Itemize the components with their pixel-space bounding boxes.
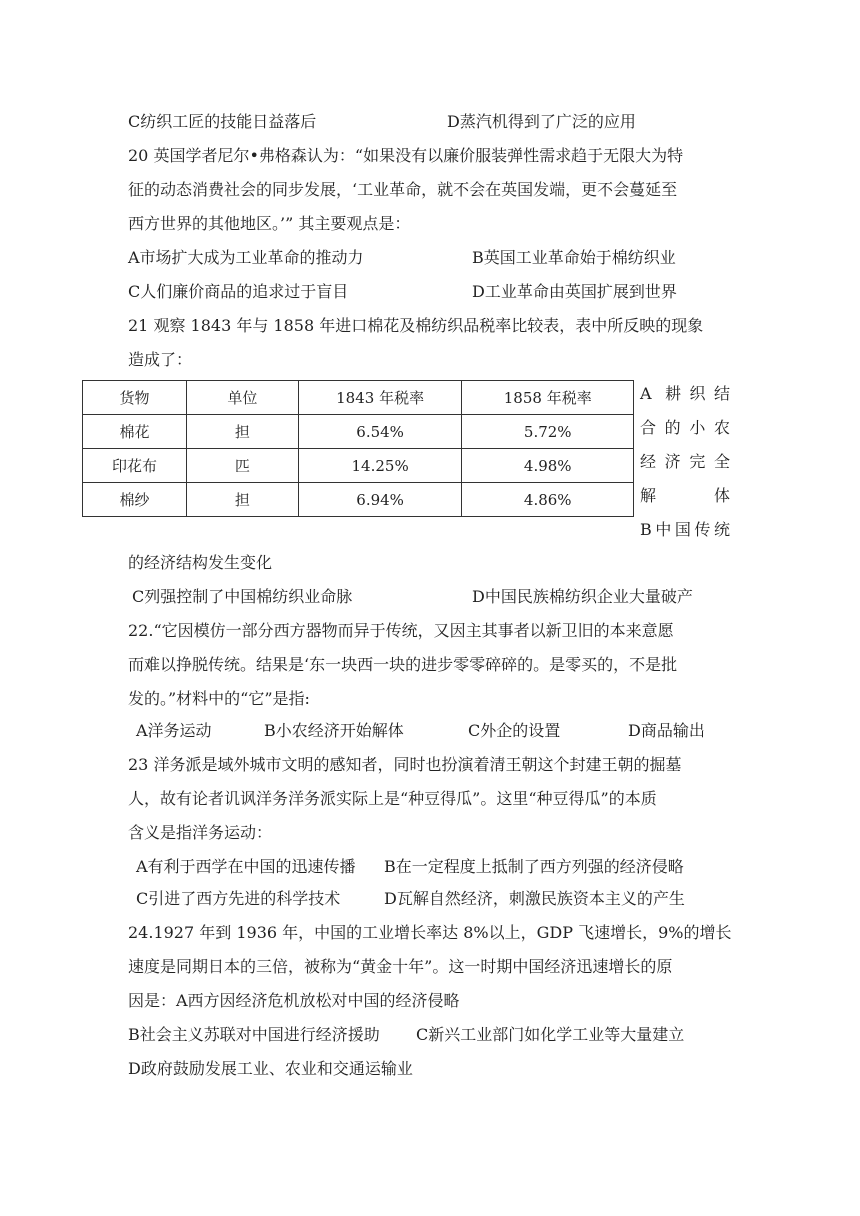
q24-stem-line: 因是：A西方因经济危机放松对中国的经济侵略 xyxy=(128,991,460,1010)
table-cell: 4.86% xyxy=(462,483,634,517)
q23-stem-line: 含义是指洋务运动： xyxy=(128,823,273,842)
q24-option-b: B社会主义苏联对中国进行经济援助 xyxy=(128,1025,380,1044)
table-header-cell: 1858 年税率 xyxy=(462,381,634,415)
q21-stem-line: 21 观察 1843 年与 1858 年进口棉花及棉纺织品税率比较表，表中所反映的现象 xyxy=(128,316,704,335)
table-cell: 担 xyxy=(186,483,298,517)
table-cell: 4.98% xyxy=(462,449,634,483)
q23-option-c: C引进了西方先进的科学技术 xyxy=(136,889,341,908)
q20-stem-line: 征的动态消费社会的同步发展，‘工业革命，就不会在英国发端，更不会蔓延至 xyxy=(128,180,678,199)
q21-side-option-line: 解 体 xyxy=(640,486,730,505)
table-cell: 5.72% xyxy=(462,415,634,449)
q22-stem-line: 22.“它因模仿一部分西方器物而异于传统，又因主其事者以新卫旧的本来意愿 xyxy=(128,621,674,640)
table-header-cell: 1843 年税率 xyxy=(298,381,462,415)
table-row xyxy=(83,449,634,483)
q21-option-d: D中国民族棉纺织企业大量破产 xyxy=(472,587,693,606)
table-header-cell: 单位 xyxy=(186,381,298,415)
table-cell: 14.25% xyxy=(298,449,462,483)
q21-option-c: C列强控制了中国棉纺织业命脉 xyxy=(132,587,353,606)
q22-stem-line: 而难以挣脱传统。结果是‘东一块西一块的进步零零碎碎的。是零买的，不是批 xyxy=(128,655,678,674)
q20-option-b: B英国工业革命始于棉纺织业 xyxy=(472,248,676,267)
table-cell: 印花布 xyxy=(83,449,187,483)
q24-option-c: C新兴工业部门如化学工业等大量建立 xyxy=(416,1025,685,1044)
q24-stem-line: 速度是同期日本的三倍，被称为“黄金十年”。这一时期中国经济迅速增长的原 xyxy=(128,957,673,976)
table-row xyxy=(83,415,634,449)
q21-stem-line: 造成了： xyxy=(128,350,193,369)
q20-option-a: A市场扩大成为工业革命的推动力 xyxy=(128,248,364,267)
table-cell: 棉花 xyxy=(83,415,187,449)
table-header-cell: 货物 xyxy=(83,381,187,415)
table-cell: 6.54% xyxy=(298,415,462,449)
table-cell: 匹 xyxy=(186,449,298,483)
table-cell: 棉纱 xyxy=(83,483,187,517)
q24-stem-line: 24.1927 年到 1936 年，中国的工业增长率达 8%以上，GDP 飞速增长，9%的增长 xyxy=(128,923,732,942)
q22-stem-line: 发的。”材料中的“它”是指: xyxy=(128,689,310,708)
q23-option-a: A有利于西学在中国的迅速传播 xyxy=(136,857,356,876)
table-cell: 6.94% xyxy=(298,483,462,517)
table-cell: 担 xyxy=(186,415,298,449)
q21-side-option-line: 合的小农 xyxy=(640,418,730,437)
q22-option-d: D商品输出 xyxy=(628,721,705,740)
q24-option-d: D政府鼓励发展工业、农业和交通运输业 xyxy=(128,1059,413,1078)
q19-option-d: D蒸汽机得到了广泛的应用 xyxy=(447,112,636,131)
q23-stem-line: 23 洋务派是域外城市文明的感知者，同时也扮演着清王朝这个封建王朝的掘墓 xyxy=(128,755,682,774)
q19-option-c: C纺织工匠的技能日益落后 xyxy=(128,112,317,131)
q22-option-a: A洋务运动 xyxy=(136,721,212,740)
q22-option-b: B小农经济开始解体 xyxy=(264,721,404,740)
q23-option-d: D瓦解自然经济，刺激民族资本主义的产生 xyxy=(384,889,685,908)
q21-side-option-line: 经济完全 xyxy=(640,452,730,471)
q20-stem-line: 20 英国学者尼尔•弗格森认为：“如果没有以廉价服装弹性需求趋于无限大为特 xyxy=(128,146,684,165)
q23-stem-line: 人，故有论者讥讽洋务洋务派实际上是“种豆得瓜”。这里“种豆得瓜”的本质 xyxy=(128,789,657,808)
q22-option-c: C外企的设置 xyxy=(468,721,561,740)
table-header-row xyxy=(83,381,634,415)
table-row xyxy=(83,483,634,517)
q20-stem-line: 西方世界的其他地区。’” 其主要观点是： xyxy=(128,214,411,233)
q20-option-d: D工业革命由英国扩展到世界 xyxy=(472,282,677,301)
q21-side-option-line: A 耕织结 xyxy=(640,384,730,403)
q20-option-c: C人们廉价商品的追求过于盲目 xyxy=(128,282,349,301)
q21-option-b-cont: 的经济结构发生变化 xyxy=(128,553,273,572)
q23-option-b: B在一定程度上抵制了西方列强的经济侵略 xyxy=(384,857,684,876)
q21-side-option-line: B中国传统 xyxy=(640,520,730,539)
tax-rate-table xyxy=(82,380,634,517)
